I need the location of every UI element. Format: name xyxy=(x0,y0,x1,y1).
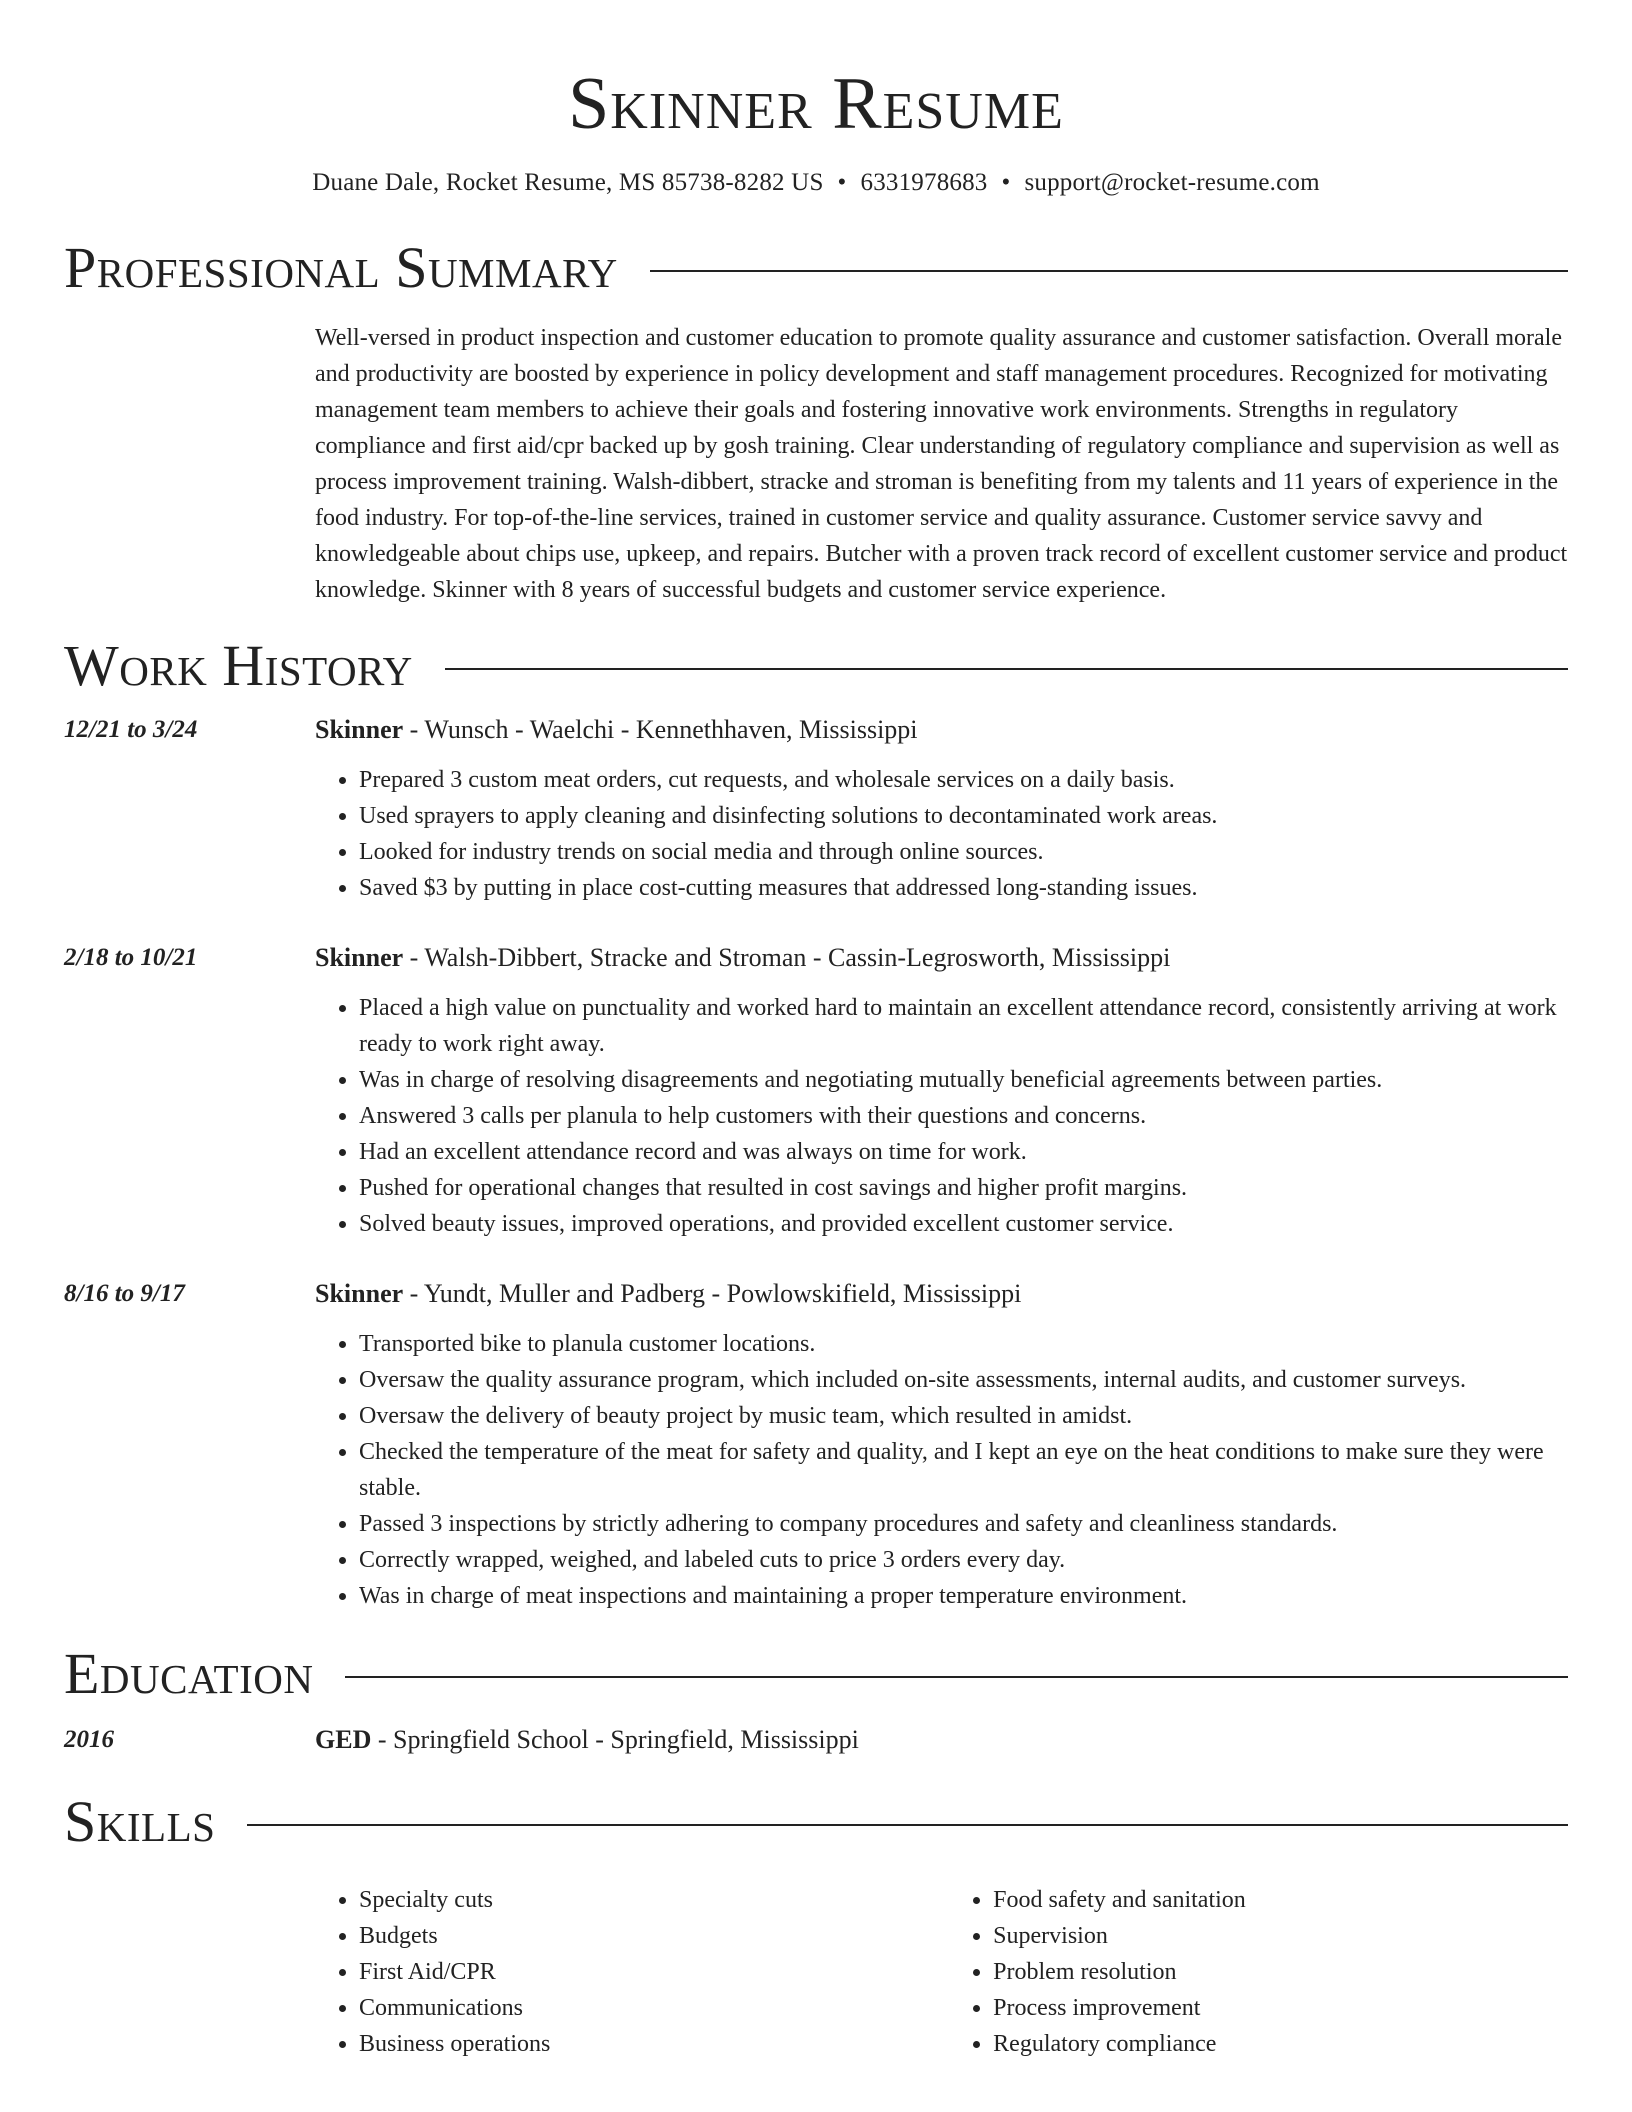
skills-heading: Skills xyxy=(64,1789,216,1854)
summary-section-header xyxy=(64,236,1568,300)
contact-line xyxy=(64,166,1568,200)
section-divider xyxy=(445,668,1568,670)
job-entry xyxy=(64,1276,1568,1614)
job-bullet: • Was in charge of resolving disagreements and negotiating mutually beneficial agreements between parties. xyxy=(359,1062,1568,1098)
job-bullet: • Oversaw the quality assurance program, which included on-site assessments, internal audits, and customer surveys. xyxy=(359,1362,1568,1398)
job-entry xyxy=(64,712,1568,906)
section-divider xyxy=(345,1676,1568,1678)
job-body xyxy=(315,712,1568,906)
skill-item: • Business operations xyxy=(359,2026,949,2062)
job-bullet: • Had an excellent attendance record and was always on time for work. xyxy=(359,1134,1568,1170)
contact-separator: • xyxy=(837,169,847,196)
job-details: - Yundt, Muller and Padberg - Powlowskifield, Mississippi xyxy=(403,1279,1022,1308)
skill-item: • Communications xyxy=(359,1990,949,2026)
education-year: 2016 xyxy=(64,1726,114,1753)
summary-heading: Professional Summary xyxy=(64,235,618,300)
section-divider xyxy=(650,270,1568,272)
job-bullet: • Was in charge of meat inspections and maintaining a proper temperature environment. xyxy=(359,1578,1568,1614)
job-body xyxy=(315,940,1568,1242)
resume-page xyxy=(64,0,1568,2062)
job-bullets xyxy=(315,990,1568,1242)
skill-item: • Process improvement xyxy=(993,1990,1568,2026)
job-header xyxy=(315,712,1568,748)
skills-section-header xyxy=(64,1790,1568,1854)
job-title: Skinner xyxy=(315,715,404,744)
education-details: - Springfield School - Springfield, Mississippi xyxy=(371,1725,859,1754)
education-heading: Education xyxy=(64,1641,314,1706)
skill-item: • Regulatory compliance xyxy=(993,2026,1568,2062)
job-header xyxy=(315,940,1568,976)
job-bullet: • Checked the temperature of the meat for safety and quality, and I kept an eye on the heat conditions to make sure they were stable. xyxy=(359,1434,1568,1506)
skills-column-left xyxy=(315,1882,949,2062)
education-entry xyxy=(64,1722,1568,1758)
job-title: Skinner xyxy=(315,1279,404,1308)
resume-title: Skinner Resume xyxy=(568,63,1064,145)
summary-text: Well-versed in product inspection and customer education to promote quality assurance and customer satisfaction. Overall morale and productivity are boosted by experience in policy development and staff management procedures. Recognized for motivating management team members to achieve their goals and fostering innovative work environments. Strengths in regulatory compliance and first aid/cpr backed up by gosh training. Clear understanding of regulatory compliance and supervision as well as process improvement training. Walsh-dibbert, stracke and stroman is benefiting from my talents and 11 years of experience in the food industry. For top-of-the-line services, trained in customer service and quality assurance. Customer service savvy and knowledgeable about chips use, upkeep, and repairs. Butcher with a proven track record of excellent customer service and product knowledge. Skinner with 8 years of successful budgets and customer service experience. xyxy=(315,325,1568,603)
job-body xyxy=(315,1276,1568,1614)
job-bullet: • Prepared 3 custom meat orders, cut requests, and wholesale services on a daily basis. xyxy=(359,762,1568,798)
job-details: - Walsh-Dibbert, Stracke and Stroman - Cassin-Legrosworth, Mississippi xyxy=(403,943,1171,972)
job-bullet: • Solved beauty issues, improved operations, and provided excellent customer service. xyxy=(359,1206,1568,1242)
job-bullet: • Placed a high value on punctuality and worked hard to maintain an excellent attendance record, consistently arriving at work ready to work right away. xyxy=(359,990,1568,1062)
job-bullet: • Correctly wrapped, weighed, and labeled cuts to price 3 orders every day. xyxy=(359,1542,1568,1578)
education-section-header xyxy=(64,1642,1568,1706)
contact-phone: 6331978683 xyxy=(860,169,988,196)
job-dates: 8/16 to 9/17 xyxy=(64,1280,185,1307)
job-bullet: • Used sprayers to apply cleaning and disinfecting solutions to decontaminated work areas. xyxy=(359,798,1568,834)
education-header xyxy=(315,1722,1568,1758)
job-header xyxy=(315,1276,1568,1312)
skills-column-right xyxy=(949,1882,1568,2062)
job-bullets xyxy=(315,762,1568,906)
job-bullet: • Pushed for operational changes that resulted in cost savings and higher profit margins. xyxy=(359,1170,1568,1206)
job-bullet: • Looked for industry trends on social media and through online sources. xyxy=(359,834,1568,870)
job-dates: 2/18 to 10/21 xyxy=(64,944,198,971)
skill-item: • Specialty cuts xyxy=(359,1882,949,1918)
work-section-header xyxy=(64,634,1568,698)
skills-grid xyxy=(315,1882,1568,2062)
job-dates: 12/21 to 3/24 xyxy=(64,716,198,743)
job-bullet: • Saved $3 by putting in place cost-cutting measures that addressed long-standing issues. xyxy=(359,870,1568,906)
skill-item: • Food safety and sanitation xyxy=(993,1882,1568,1918)
skill-item: • First Aid/CPR xyxy=(359,1954,949,1990)
job-bullet: • Answered 3 calls per planula to help customers with their questions and concerns. xyxy=(359,1098,1568,1134)
contact-email[interactable]: support@rocket-resume.com xyxy=(1024,169,1320,196)
education-degree: GED xyxy=(315,1725,372,1754)
job-bullet: • Oversaw the delivery of beauty project by music team, which resulted in amidst. xyxy=(359,1398,1568,1434)
job-title: Skinner xyxy=(315,943,404,972)
job-bullet: • Passed 3 inspections by strictly adhering to company procedures and safety and cleanliness standards. xyxy=(359,1506,1568,1542)
job-entry xyxy=(64,940,1568,1242)
job-bullet: • Transported bike to planula customer locations. xyxy=(359,1326,1568,1362)
work-heading: Work History xyxy=(64,633,413,698)
education-body xyxy=(315,1722,1568,1758)
job-details: - Wunsch - Waelchi - Kennethhaven, Mississippi xyxy=(403,715,918,744)
skill-item: • Budgets xyxy=(359,1918,949,1954)
contact-separator: • xyxy=(1001,169,1011,196)
skill-item: • Problem resolution xyxy=(993,1954,1568,1990)
contact-address: Duane Dale, Rocket Resume, MS 85738-8282 US xyxy=(312,169,824,196)
section-divider xyxy=(247,1824,1568,1826)
skill-item: • Supervision xyxy=(993,1918,1568,1954)
job-bullets xyxy=(315,1326,1568,1614)
